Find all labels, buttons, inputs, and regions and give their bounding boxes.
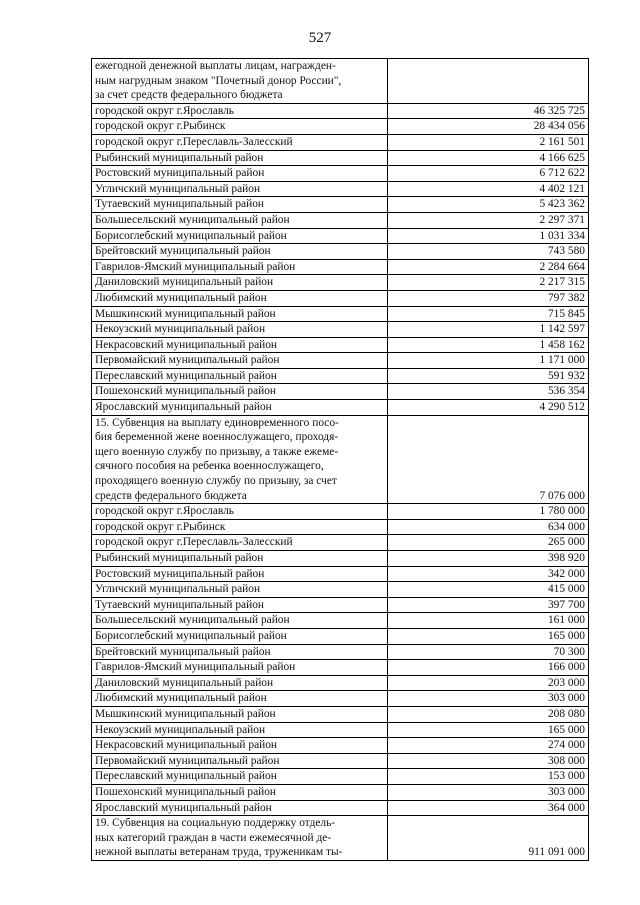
district-name: Даниловский муниципальный район (92, 275, 388, 291)
district-amount: 743 580 (388, 244, 589, 260)
district-amount: 46 325 725 (388, 103, 589, 119)
district-name: Брейтовский муниципальный район (92, 244, 388, 260)
table-row (92, 150, 589, 166)
subsidy-heading-row (92, 415, 589, 504)
table-row (92, 119, 589, 135)
district-amount: 165 000 (388, 722, 589, 738)
district-name: Пошехонский муниципальный район (92, 784, 388, 800)
subsidy-heading-line: проходящего военную службу по призыву, за счет (95, 475, 337, 488)
table-row (92, 134, 589, 150)
district-amount: 715 845 (388, 306, 589, 322)
district-name: Переславский муниципальный район (92, 769, 388, 785)
district-name: Гаврилов-Ямский муниципальный район (92, 259, 388, 275)
district-amount: 536 354 (388, 384, 589, 400)
district-name: Тутаевский муниципальный район (92, 597, 388, 613)
district-name: Рыбинский муниципальный район (92, 551, 388, 567)
district-name: Пошехонский муниципальный район (92, 384, 388, 400)
table-row (92, 212, 589, 228)
table-row (92, 738, 589, 754)
district-amount: 166 000 (388, 660, 589, 676)
table-row (92, 103, 589, 119)
district-name: городской округ г.Ярославль (92, 504, 388, 520)
subsidy-heading-line: ных категорий граждан в части ежемесячной де- (95, 831, 332, 844)
district-name: Даниловский муниципальный район (92, 675, 388, 691)
subsidy-total-amount: 911 091 000 (388, 816, 589, 861)
district-name: Первомайский муниципальный район (92, 753, 388, 769)
district-amount: 415 000 (388, 582, 589, 598)
table-row (92, 628, 589, 644)
district-name: Переславский муниципальный район (92, 368, 388, 384)
subsidy-heading-line: 19. Субвенция на социальную поддержку отдель- (95, 817, 336, 830)
district-name: Ростовский муниципальный район (92, 566, 388, 582)
district-amount: 303 000 (388, 691, 589, 707)
table-row (92, 337, 589, 353)
district-name: Угличский муниципальный район (92, 181, 388, 197)
district-amount: 1 171 000 (388, 353, 589, 369)
table-row (92, 259, 589, 275)
budget-allocation-table (91, 58, 589, 861)
district-name: Некрасовский муниципальный район (92, 337, 388, 353)
subsidy-heading-row (92, 59, 589, 104)
district-name: Угличский муниципальный район (92, 582, 388, 598)
district-amount: 1 458 162 (388, 337, 589, 353)
district-amount: 591 932 (388, 368, 589, 384)
table-row (92, 290, 589, 306)
district-name: Гаврилов-Ямский муниципальный район (92, 660, 388, 676)
district-amount: 165 000 (388, 628, 589, 644)
table-row (92, 535, 589, 551)
district-name: Любимский муниципальный район (92, 691, 388, 707)
district-amount: 2 284 664 (388, 259, 589, 275)
district-amount: 1 142 597 (388, 322, 589, 338)
table-row (92, 691, 589, 707)
district-name: Большесельский муниципальный район (92, 613, 388, 629)
table-row (92, 275, 589, 291)
table-row (92, 613, 589, 629)
table-row (92, 384, 589, 400)
subsidy-heading-line: бия беременной жене военнослужащего, проходя- (95, 431, 339, 444)
subsidy-heading-line: ежегодной денежной выплаты лицам, награжден- (95, 60, 336, 72)
subsidy-heading-line: 15. Субвенция на выплату единовременного посо- (95, 416, 339, 429)
district-amount: 364 000 (388, 800, 589, 816)
table-row (92, 353, 589, 369)
table-row (92, 582, 589, 598)
subsidy-heading-row (92, 816, 589, 861)
district-amount: 4 402 121 (388, 181, 589, 197)
district-amount: 4 166 625 (388, 150, 589, 166)
subsidy-heading-line: ным нагрудным знаком "Почетный донор России", (95, 74, 342, 87)
district-amount: 308 000 (388, 753, 589, 769)
district-name: Некоузский муниципальный район (92, 722, 388, 738)
subsidy-heading-line: сячного пособия на ребенка военнослужащего, (95, 460, 324, 473)
table-row (92, 181, 589, 197)
table-row (92, 784, 589, 800)
page-number: 527 (308, 30, 332, 46)
table-row (92, 706, 589, 722)
district-amount: 2 297 371 (388, 212, 589, 228)
table-row (92, 244, 589, 260)
district-name: Борисоглебский муниципальный район (92, 228, 388, 244)
district-amount: 797 382 (388, 290, 589, 306)
district-amount: 397 700 (388, 597, 589, 613)
table-row (92, 306, 589, 322)
district-amount: 4 290 512 (388, 400, 589, 416)
table-row (92, 753, 589, 769)
subsidy-heading-line: нежной выплаты ветеранам труда, труженикам ты- (95, 846, 343, 859)
district-name: городской округ г.Переславль-Залесский (92, 535, 388, 551)
district-amount: 1 031 334 (388, 228, 589, 244)
district-name: Первомайский муниципальный район (92, 353, 388, 369)
district-amount: 2 161 501 (388, 134, 589, 150)
table-row (92, 722, 589, 738)
subsidy-heading-text (92, 59, 388, 104)
district-amount: 265 000 (388, 535, 589, 551)
table-row (92, 197, 589, 213)
district-amount: 5 423 362 (388, 197, 589, 213)
district-name: Некрасовский муниципальный район (92, 738, 388, 754)
district-amount: 6 712 622 (388, 166, 589, 182)
table-row (92, 322, 589, 338)
district-amount: 398 920 (388, 551, 589, 567)
subsidy-heading-line: щего военную службу по призыву, а также ежеме- (95, 445, 339, 458)
district-name: Мышкинский муниципальный район (92, 706, 388, 722)
subsidy-total-amount (388, 59, 589, 104)
table-row (92, 368, 589, 384)
table-row (92, 504, 589, 520)
district-amount: 203 000 (388, 675, 589, 691)
table-row (92, 769, 589, 785)
district-amount: 342 000 (388, 566, 589, 582)
district-name: городской округ г.Рыбинск (92, 519, 388, 535)
district-amount: 1 780 000 (388, 504, 589, 520)
district-amount: 161 000 (388, 613, 589, 629)
table-row (92, 675, 589, 691)
district-amount: 2 217 315 (388, 275, 589, 291)
table-row (92, 800, 589, 816)
district-name: городской округ г.Рыбинск (92, 119, 388, 135)
district-name: Большесельский муниципальный район (92, 212, 388, 228)
table-row (92, 228, 589, 244)
subsidy-heading-line: средств федерального бюджета (95, 489, 247, 502)
subsidy-heading-text (92, 816, 388, 861)
table-row (92, 597, 589, 613)
table-row (92, 166, 589, 182)
table-row (92, 644, 589, 660)
district-amount: 303 000 (388, 784, 589, 800)
district-amount: 274 000 (388, 738, 589, 754)
district-amount: 153 000 (388, 769, 589, 785)
district-name: Мышкинский муниципальный район (92, 306, 388, 322)
district-name: Рыбинский муниципальный район (92, 150, 388, 166)
subsidy-heading-line: за счет средств федерального бюджета (95, 89, 283, 102)
district-name: Ростовский муниципальный район (92, 166, 388, 182)
subsidy-total-amount: 7 076 000 (388, 415, 589, 504)
district-name: Ярославский муниципальный район (92, 400, 388, 416)
table-row (92, 660, 589, 676)
district-name: Ярославский муниципальный район (92, 800, 388, 816)
district-name: Тутаевский муниципальный район (92, 197, 388, 213)
table-row (92, 566, 589, 582)
table-row (92, 551, 589, 567)
district-amount: 208 080 (388, 706, 589, 722)
table-row (92, 400, 589, 416)
table-row (92, 519, 589, 535)
district-amount: 28 434 056 (388, 119, 589, 135)
district-amount: 70 300 (388, 644, 589, 660)
district-name: Некоузский муниципальный район (92, 322, 388, 338)
district-amount: 634 000 (388, 519, 589, 535)
district-name: Борисоглебский муниципальный район (92, 628, 388, 644)
district-name: городской округ г.Переславль-Залесский (92, 134, 388, 150)
district-name: городской округ г.Ярославль (92, 103, 388, 119)
district-name: Брейтовский муниципальный район (92, 644, 388, 660)
subsidy-heading-text (92, 415, 388, 504)
district-name: Любимский муниципальный район (92, 290, 388, 306)
